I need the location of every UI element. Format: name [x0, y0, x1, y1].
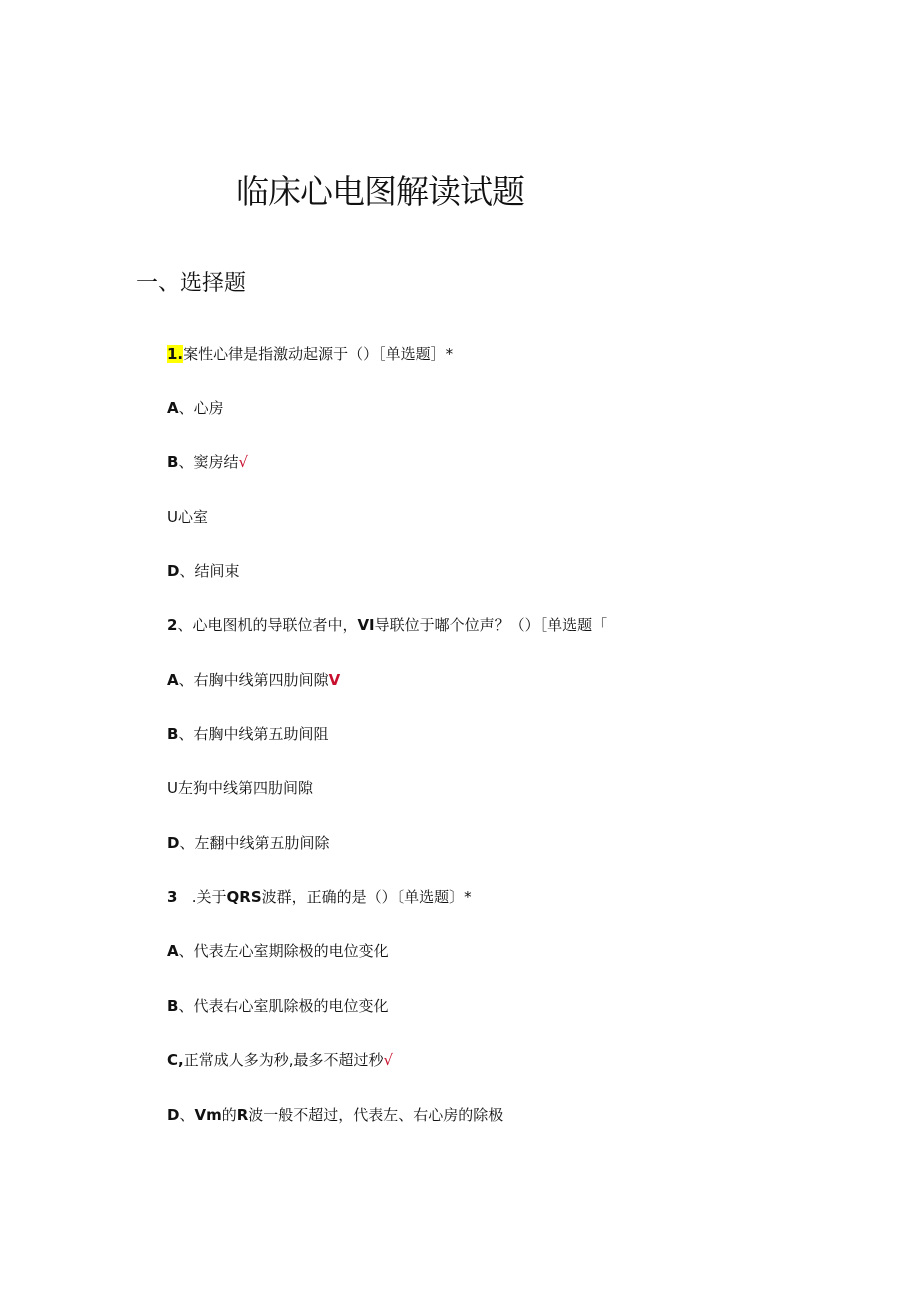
question-number: 1. [167, 345, 184, 363]
option-text: 波一般不超过，代表左、右心房的除极 [248, 1106, 504, 1124]
option-label: D [167, 834, 180, 852]
question-2 [167, 615, 607, 635]
option-text: 心室 [177, 508, 208, 526]
option-1a [167, 398, 224, 418]
option-2a [167, 670, 340, 690]
option-label: U [167, 508, 178, 526]
correct-mark: √ [383, 1051, 394, 1069]
option-text: 正常成人多为秒,最多不超过秒 [183, 1051, 384, 1069]
option-2b [167, 724, 328, 744]
question-text: 波群，正确的是（）〔单选题〕* [261, 888, 472, 906]
option-text: 右胸中线第五助间阻 [193, 725, 329, 743]
option-separator: 、 [178, 942, 194, 960]
question-3 [167, 887, 472, 907]
option-separator: 、 [178, 725, 194, 743]
question-text: .关于 [177, 888, 227, 906]
option-text: 结间束 [194, 562, 240, 580]
option-text: 心房 [193, 399, 224, 417]
option-label: C, [167, 1051, 184, 1069]
option-label: A [167, 671, 179, 689]
option-label: A [167, 399, 179, 417]
option-separator: 、 [178, 671, 194, 689]
option-text: 窦房结 [193, 453, 239, 471]
option-separator: 、 [179, 834, 195, 852]
option-separator: 、 [179, 1106, 195, 1124]
option-separator: 、 [178, 399, 194, 417]
option-text: 右胸中线第四肋间隙 [193, 671, 329, 689]
question-text-bold: QRS [226, 888, 262, 906]
option-label: A [167, 942, 179, 960]
option-separator: 、 [178, 453, 194, 471]
option-label: B [167, 453, 179, 471]
option-text: 代表左心室期除极的电位变化 [193, 942, 389, 960]
section-heading: 一、选择题 [136, 271, 247, 296]
option-3c [167, 1050, 393, 1070]
question-text: 案性心律是指激动起源于（）［单选题］* [183, 345, 454, 363]
question-text: 导联位于嘟个位声？（）［单选题「 [374, 616, 608, 634]
question-text: 、心电图机的导联位者中， [177, 616, 358, 634]
option-1c [167, 507, 208, 527]
option-label: U [167, 779, 178, 797]
option-2c [167, 778, 313, 798]
correct-mark: V [328, 671, 341, 689]
option-text-bold: Vm [194, 1106, 222, 1124]
option-1d [167, 561, 239, 581]
question-number: 2 [167, 616, 178, 634]
option-text: 代表右心室肌除极的电位变化 [193, 997, 389, 1015]
option-3a [167, 941, 389, 961]
option-3b [167, 996, 388, 1016]
option-label: B [167, 997, 179, 1015]
option-separator: 、 [178, 997, 194, 1015]
option-text: 左翻中线第五肋间除 [194, 834, 330, 852]
document-title: 临床心电图解读试题 [236, 172, 524, 211]
option-label: B [167, 725, 179, 743]
option-text: 左狗中线第四肋间隙 [177, 779, 313, 797]
option-2d [167, 833, 329, 853]
correct-mark: √ [238, 453, 249, 471]
option-3d [167, 1105, 503, 1125]
option-text: 的 [221, 1106, 237, 1124]
question-text-bold: VI [357, 616, 375, 634]
question-number: 3 [167, 888, 178, 906]
question-1 [167, 344, 453, 364]
option-label: D [167, 562, 180, 580]
option-separator: 、 [179, 562, 195, 580]
option-label: D [167, 1106, 180, 1124]
option-1b [167, 452, 248, 472]
option-text-bold: R [236, 1106, 249, 1124]
